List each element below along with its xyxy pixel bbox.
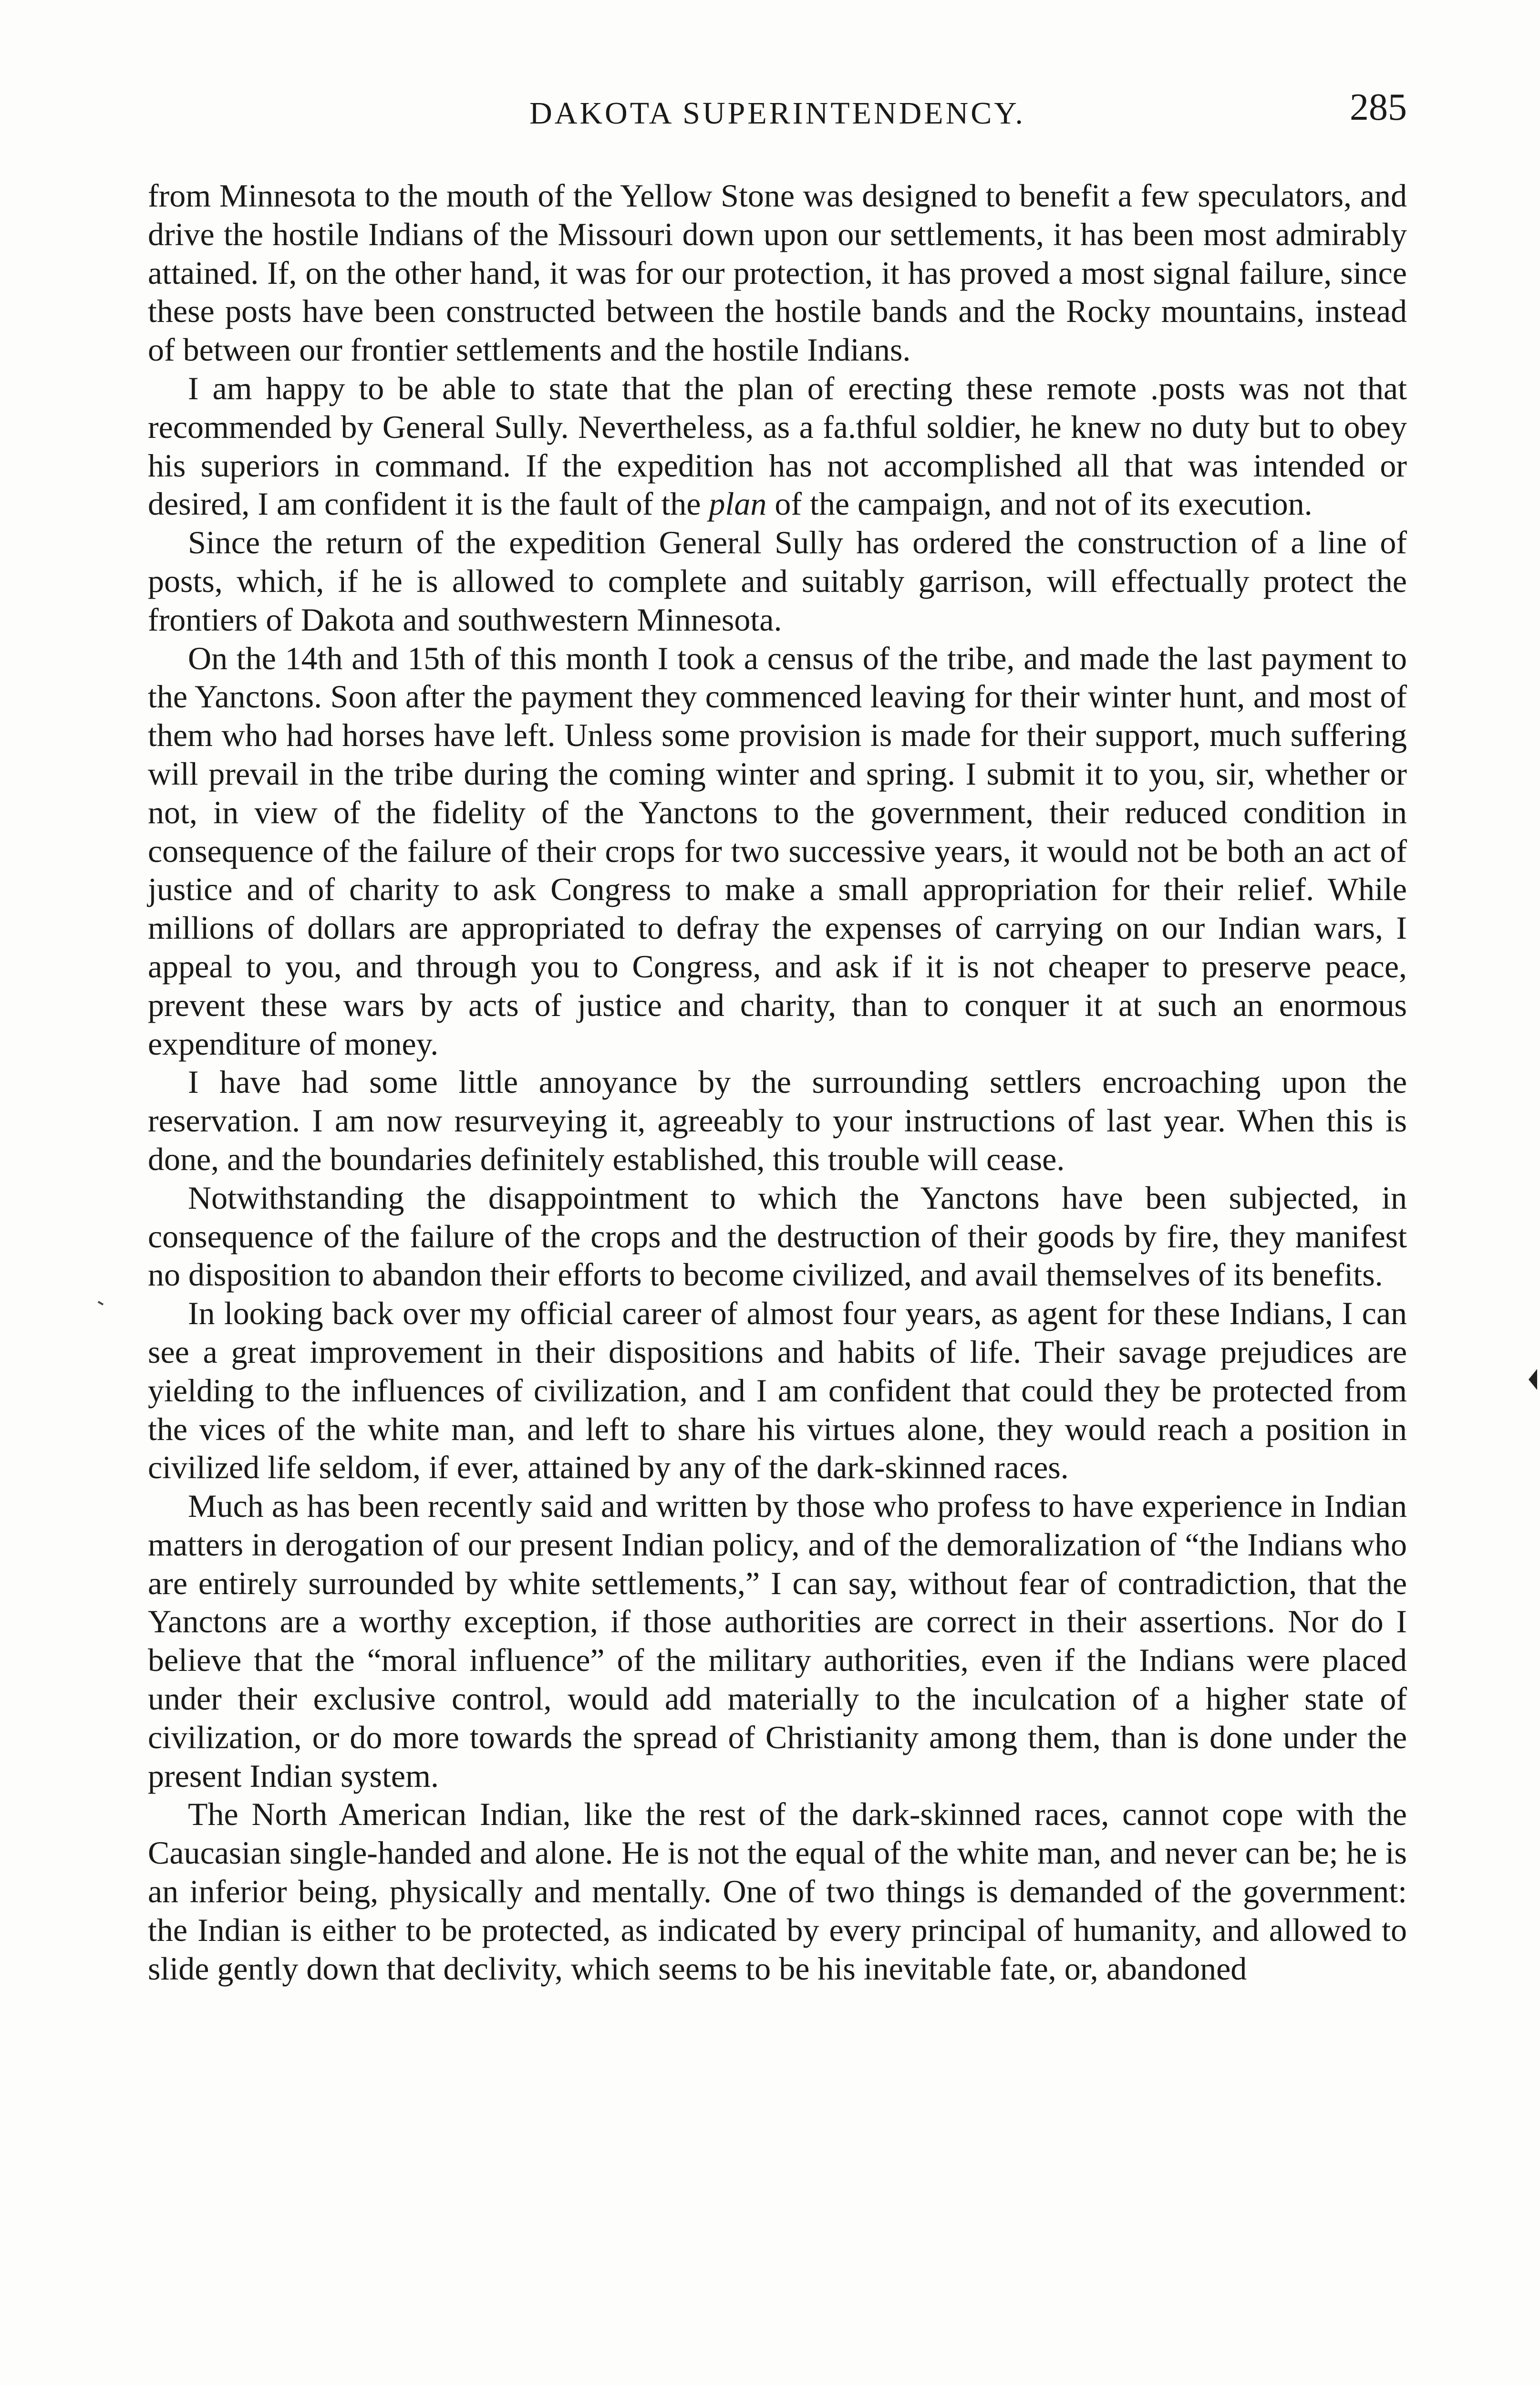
running-title: DAKOTA SUPERINTENDENCY.	[529, 96, 1025, 131]
body-text	[148, 176, 1407, 1988]
paragraph: I have had some little annoyance by the surrounding settlers encroaching upon the reservation. I am now resurveying it, agreeably to your instructions of last year. When this is done, and the boundaries definitely established, this trouble will cease.	[148, 1064, 1407, 1177]
emphasis: plan	[709, 486, 767, 522]
scan-mark	[98, 1301, 103, 1305]
paragraph: The North American Indian, like the rest of the dark-skinned races, cannot cope with the Caucasian single-handed and alone. He is not the equal of the white man, and never can be; he is an inferior being, physically and mentally. One of two things is demanded of the government: the Indian is either to be protected, as indicated by every principal of humanity, and allowed to slide gently down that declivity, which seems to be his inevitable fate, or, abandoned	[148, 1796, 1407, 1987]
paragraph: In looking back over my official career of almost four years, as agent for these Indians, I can see a great improvement in their dispositions and habits of life. Their savage prejudices are yielding to the influences of civilization, and I am confident that could they be protected from the vices of the white man, and left to share his virtues alone, they would reach a position in civilized life seldom, if ever, attained by any of the dark-skinned races.	[148, 1295, 1407, 1486]
page-header	[148, 86, 1407, 148]
paragraph: Notwithstanding the disappointment to which the Yanctons have been subjected, in consequence of the failure of the crops and the destruction of their goods by fire, they manifest no disposition to abandon their efforts to become civilized, and avail themselves of its benefits.	[148, 1179, 1407, 1293]
paragraph: I am happy to be able to state that the plan of erecting these remote .posts was not that recommended by General Sully. Nevertheless, as a fa.thful soldier, he knew no duty but to obey his superiors in command. If the expedition has not accomplished all that was intended or desired, I am confident it is the fault of the plan of the campaign, and not of its execution.	[148, 370, 1407, 522]
paragraph: Since the return of the expedition General Sully has ordered the construction of a line of posts, which, if he is allowed to complete and suitably garrison, will effectually protect the frontiers of Dakota and southwestern Minnesota.	[148, 524, 1407, 638]
page-edge-marker	[1529, 1369, 1537, 1390]
page-number: 285	[1350, 86, 1407, 128]
paragraph: Much as has been recently said and written by those who profess to have experience in Indian matters in derogation of our present Indian policy, and of the demoralization of “the Indians who are entirely surrounded by white settlements,” I can say, without fear of contradiction, that the Yanctons are a worthy exception, if those authorities are correct in their assertions. Nor do I believe that the “moral influence” of the military authorities, even if the Indians were placed under their exclusive control, would add materially to the inculcation of a higher state of civilization, or do more towards the spread of Christianity among them, than is done under the present Indian system.	[148, 1488, 1407, 1794]
paragraph: from Minnesota to the mouth of the Yellow Stone was designed to benefit a few speculators, and drive the hostile Indians of the Missouri down upon our settlements, it has been most admirably attained. If, on the other hand, it was for our protection, it has proved a most signal failure, since these posts have been constructed between the hostile bands and the Rocky mountains, instead of between our frontier settlements and the hostile Indians.	[148, 177, 1407, 368]
paragraph: On the 14th and 15th of this month I took a census of the tribe, and made the last payment to the Yanctons. Soon after the payment they commenced leaving for their winter hunt, and most of them who had horses have left. Unless some provision is made for their support, much suffering will prevail in the tribe during the coming winter and spring. I submit it to you, sir, whether or not, in view of the fidelity of the Yanctons to the government, their reduced condition in consequence of the failure of their crops for two successive years, it would not be both an act of justice and of charity to ask Congress to make a small appropriation for their relief. While millions of dollars are appropriated to defray the expenses of carrying on our Indian wars, I appeal to you, and through you to Congress, and ask if it is not cheaper to preserve peace, prevent these wars by acts of justice and charity, than to conquer it at such an enormous expenditure of money.	[148, 640, 1407, 1062]
